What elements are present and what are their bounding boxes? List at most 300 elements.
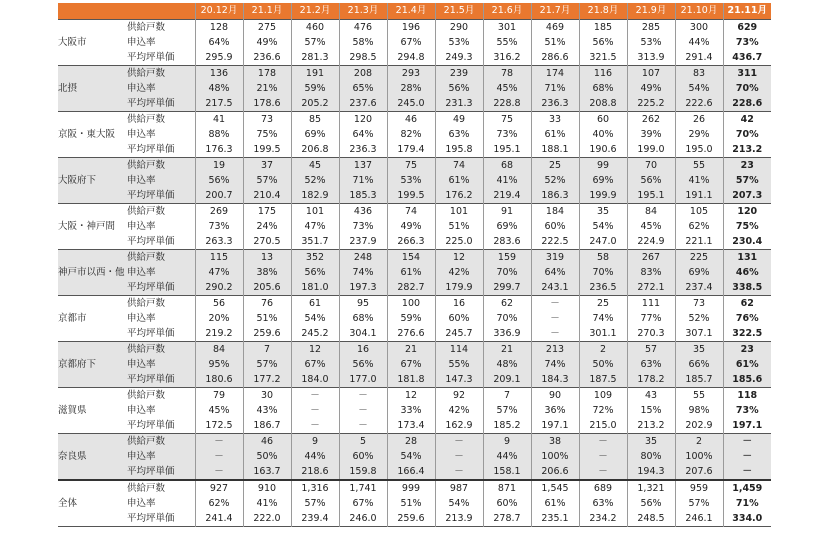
metric-label: 申込率 bbox=[127, 265, 195, 280]
value-cell: 272.1 bbox=[627, 280, 675, 296]
value-cell: 74 bbox=[435, 158, 483, 174]
value-cell: 61% bbox=[723, 357, 771, 372]
header-month-cell: 21.6月 bbox=[483, 3, 531, 20]
value-cell: 321.5 bbox=[579, 50, 627, 66]
value-cell: 56% bbox=[195, 173, 243, 188]
value-cell: 184.3 bbox=[531, 372, 579, 388]
value-cell: 75 bbox=[483, 112, 531, 128]
value-cell: 237.4 bbox=[675, 280, 723, 296]
table-row bbox=[58, 480, 771, 496]
value-cell: 33 bbox=[531, 112, 579, 128]
value-cell: 61% bbox=[387, 265, 435, 280]
value-cell: 267 bbox=[627, 250, 675, 266]
value-cell: 182.9 bbox=[291, 188, 339, 204]
value-cell: 74% bbox=[579, 311, 627, 326]
value-cell: 57% bbox=[243, 357, 291, 372]
value-cell: 173.4 bbox=[387, 418, 435, 434]
header-month-cell: 21.5月 bbox=[435, 3, 483, 20]
value-cell: 266.3 bbox=[387, 234, 435, 250]
value-cell: 689 bbox=[579, 480, 627, 496]
value-cell: 70 bbox=[627, 158, 675, 174]
value-cell: 72% bbox=[579, 403, 627, 418]
value-cell: 236.6 bbox=[243, 50, 291, 66]
value-cell: 319 bbox=[531, 250, 579, 266]
value-cell: 334.0 bbox=[723, 511, 771, 527]
value-cell: 69% bbox=[291, 127, 339, 142]
value-cell: 178.2 bbox=[627, 372, 675, 388]
value-cell: 12 bbox=[291, 342, 339, 358]
value-cell: 56% bbox=[435, 81, 483, 96]
metric-label: 申込率 bbox=[127, 449, 195, 464]
value-cell: 63% bbox=[435, 127, 483, 142]
value-cell: 69% bbox=[579, 173, 627, 188]
value-cell: 44% bbox=[675, 35, 723, 50]
value-cell: 1,459 bbox=[723, 480, 771, 496]
table-row bbox=[58, 219, 771, 234]
value-cell: 45% bbox=[627, 219, 675, 234]
region-group bbox=[58, 434, 771, 481]
metric-label: 申込率 bbox=[127, 311, 195, 326]
region-group bbox=[58, 296, 771, 342]
value-cell: 290 bbox=[435, 20, 483, 36]
metric-label: 供給戸数 bbox=[127, 20, 195, 36]
value-cell: 101 bbox=[435, 204, 483, 220]
region-group bbox=[58, 342, 771, 388]
table-row bbox=[58, 112, 771, 128]
value-cell: 120 bbox=[723, 204, 771, 220]
value-cell: 55 bbox=[675, 158, 723, 174]
value-cell: 959 bbox=[675, 480, 723, 496]
value-cell: 205.6 bbox=[243, 280, 291, 296]
value-cell: 45 bbox=[291, 158, 339, 174]
value-cell: 109 bbox=[579, 388, 627, 404]
value-cell: 100% bbox=[531, 449, 579, 464]
metric-label: 供給戸数 bbox=[127, 112, 195, 128]
value-cell: － bbox=[195, 434, 243, 450]
region-name: 京都市 bbox=[58, 296, 127, 342]
value-cell: 195.8 bbox=[435, 142, 483, 158]
header-row bbox=[58, 3, 771, 20]
value-cell: 64% bbox=[195, 35, 243, 50]
value-cell: 225 bbox=[675, 250, 723, 266]
metric-label: 申込率 bbox=[127, 81, 195, 96]
value-cell: 59% bbox=[291, 81, 339, 96]
value-cell: 299.7 bbox=[483, 280, 531, 296]
value-cell: 16 bbox=[435, 296, 483, 312]
value-cell: 57% bbox=[483, 403, 531, 418]
value-cell: 236.3 bbox=[339, 142, 387, 158]
value-cell: 56% bbox=[339, 357, 387, 372]
value-cell: 48% bbox=[195, 81, 243, 96]
table-row bbox=[58, 311, 771, 326]
value-cell: 199.5 bbox=[387, 188, 435, 204]
value-cell: 76 bbox=[243, 296, 291, 312]
value-cell: 75 bbox=[387, 158, 435, 174]
value-cell: 50% bbox=[243, 449, 291, 464]
value-cell: 73% bbox=[339, 219, 387, 234]
value-cell: 629 bbox=[723, 20, 771, 36]
value-cell: 215.0 bbox=[579, 418, 627, 434]
value-cell: 58% bbox=[339, 35, 387, 50]
value-cell: 910 bbox=[243, 480, 291, 496]
value-cell: 54% bbox=[387, 449, 435, 464]
value-cell: 79 bbox=[195, 388, 243, 404]
value-cell: 71% bbox=[723, 496, 771, 511]
value-cell: 336.9 bbox=[483, 326, 531, 342]
value-cell: 26 bbox=[675, 112, 723, 128]
value-cell: 45% bbox=[195, 403, 243, 418]
value-cell: 197.1 bbox=[723, 418, 771, 434]
metric-label: 供給戸数 bbox=[127, 480, 195, 496]
value-cell: 235.1 bbox=[531, 511, 579, 527]
value-cell: 436.7 bbox=[723, 50, 771, 66]
value-cell: 166.4 bbox=[387, 464, 435, 480]
value-cell: 21% bbox=[243, 81, 291, 96]
value-cell: 245.2 bbox=[291, 326, 339, 342]
value-cell: 180.6 bbox=[195, 372, 243, 388]
table-row bbox=[58, 511, 771, 527]
header-month-cell: 21.4月 bbox=[387, 3, 435, 20]
value-cell: 469 bbox=[531, 20, 579, 36]
value-cell: 37 bbox=[243, 158, 291, 174]
value-cell: 294.8 bbox=[387, 50, 435, 66]
table-row bbox=[58, 449, 771, 464]
value-cell: 35 bbox=[579, 204, 627, 220]
value-cell: 63% bbox=[579, 496, 627, 511]
value-cell: － bbox=[435, 434, 483, 450]
value-cell: 194.3 bbox=[627, 464, 675, 480]
value-cell: 313.9 bbox=[627, 50, 675, 66]
value-cell: 56% bbox=[579, 35, 627, 50]
metric-label: 供給戸数 bbox=[127, 66, 195, 82]
value-cell: 195.0 bbox=[675, 142, 723, 158]
value-cell: 351.7 bbox=[291, 234, 339, 250]
region-group bbox=[58, 112, 771, 158]
value-cell: 186.3 bbox=[531, 188, 579, 204]
value-cell: 179.4 bbox=[387, 142, 435, 158]
value-cell: 199.5 bbox=[243, 142, 291, 158]
value-cell: 281.3 bbox=[291, 50, 339, 66]
header-month-cell: 21.9月 bbox=[627, 3, 675, 20]
value-cell: － bbox=[723, 449, 771, 464]
value-cell: 246.1 bbox=[675, 511, 723, 527]
header-month-cell: 21.8月 bbox=[579, 3, 627, 20]
value-cell: 237.6 bbox=[339, 96, 387, 112]
value-cell: 61% bbox=[435, 173, 483, 188]
value-cell: 62 bbox=[723, 296, 771, 312]
value-cell: 987 bbox=[435, 480, 483, 496]
value-cell: － bbox=[723, 464, 771, 480]
region-name: 神戸市以西・他 bbox=[58, 250, 127, 296]
value-cell: 263.3 bbox=[195, 234, 243, 250]
value-cell: 12 bbox=[435, 250, 483, 266]
value-cell: － bbox=[339, 403, 387, 418]
value-cell: 239.4 bbox=[291, 511, 339, 527]
value-cell: 243.1 bbox=[531, 280, 579, 296]
value-cell: 239 bbox=[435, 66, 483, 82]
table-row bbox=[58, 50, 771, 66]
value-cell: 128 bbox=[195, 20, 243, 36]
region-name: 大阪・神戸間 bbox=[58, 204, 127, 250]
value-cell: 5 bbox=[339, 434, 387, 450]
value-cell: 42% bbox=[435, 265, 483, 280]
header-metric-cell bbox=[127, 3, 195, 20]
value-cell: 301.1 bbox=[579, 326, 627, 342]
value-cell: 184.0 bbox=[291, 372, 339, 388]
table-row bbox=[58, 188, 771, 204]
value-cell: 213 bbox=[531, 342, 579, 358]
value-cell: 118 bbox=[723, 388, 771, 404]
value-cell: － bbox=[339, 388, 387, 404]
value-cell: 45% bbox=[483, 81, 531, 96]
value-cell: 1,741 bbox=[339, 480, 387, 496]
value-cell: 213.9 bbox=[435, 511, 483, 527]
table-row bbox=[58, 234, 771, 250]
value-cell: 51% bbox=[243, 311, 291, 326]
region-group bbox=[58, 250, 771, 296]
value-cell: 51% bbox=[387, 496, 435, 511]
table-row bbox=[58, 96, 771, 112]
metric-label: 平均坪単価 bbox=[127, 96, 195, 112]
value-cell: 91 bbox=[483, 204, 531, 220]
value-cell: 172.5 bbox=[195, 418, 243, 434]
value-cell: － bbox=[435, 449, 483, 464]
value-cell: 163.7 bbox=[243, 464, 291, 480]
value-cell: 9 bbox=[291, 434, 339, 450]
value-cell: 230.4 bbox=[723, 234, 771, 250]
value-cell: 84 bbox=[195, 342, 243, 358]
value-cell: 67% bbox=[291, 357, 339, 372]
value-cell: 7 bbox=[483, 388, 531, 404]
value-cell: 217.5 bbox=[195, 96, 243, 112]
region-group bbox=[58, 20, 771, 66]
table-row bbox=[58, 81, 771, 96]
value-cell: 54% bbox=[579, 219, 627, 234]
value-cell: 190.6 bbox=[579, 142, 627, 158]
metric-label: 申込率 bbox=[127, 403, 195, 418]
value-cell: 209.1 bbox=[483, 372, 531, 388]
value-cell: 49% bbox=[243, 35, 291, 50]
table-row bbox=[58, 173, 771, 188]
value-cell: 65% bbox=[339, 81, 387, 96]
value-cell: 47% bbox=[291, 219, 339, 234]
value-cell: 196 bbox=[387, 20, 435, 36]
region-group bbox=[58, 158, 771, 204]
value-cell: 29% bbox=[675, 127, 723, 142]
value-cell: 162.9 bbox=[435, 418, 483, 434]
value-cell: － bbox=[723, 434, 771, 450]
value-cell: 208.8 bbox=[579, 96, 627, 112]
value-cell: 185.3 bbox=[339, 188, 387, 204]
value-cell: 60% bbox=[339, 449, 387, 464]
value-cell: 23 bbox=[723, 158, 771, 174]
value-cell: 74 bbox=[387, 204, 435, 220]
value-cell: 100% bbox=[675, 449, 723, 464]
value-cell: 2 bbox=[675, 434, 723, 450]
value-cell: 38 bbox=[531, 434, 579, 450]
value-cell: 311 bbox=[723, 66, 771, 82]
value-cell: 46 bbox=[243, 434, 291, 450]
table-row bbox=[58, 388, 771, 404]
value-cell: 21 bbox=[483, 342, 531, 358]
value-cell: 84 bbox=[627, 204, 675, 220]
value-cell: 67% bbox=[387, 357, 435, 372]
value-cell: 78 bbox=[483, 66, 531, 82]
value-cell: － bbox=[579, 464, 627, 480]
value-cell: 195.1 bbox=[483, 142, 531, 158]
value-cell: 61% bbox=[531, 496, 579, 511]
value-cell: 179.9 bbox=[435, 280, 483, 296]
table-header bbox=[58, 3, 771, 20]
header-month-cell: 20.12月 bbox=[195, 3, 243, 20]
value-cell: 70% bbox=[579, 265, 627, 280]
value-cell: 44% bbox=[291, 449, 339, 464]
metric-label: 平均坪単価 bbox=[127, 418, 195, 434]
value-cell: 352 bbox=[291, 250, 339, 266]
value-cell: 1,316 bbox=[291, 480, 339, 496]
value-cell: 210.4 bbox=[243, 188, 291, 204]
value-cell: 115 bbox=[195, 250, 243, 266]
value-cell: 202.9 bbox=[675, 418, 723, 434]
value-cell: 298.5 bbox=[339, 50, 387, 66]
value-cell: 218.6 bbox=[291, 464, 339, 480]
value-cell: 158.1 bbox=[483, 464, 531, 480]
value-cell: 52% bbox=[291, 173, 339, 188]
value-cell: 83 bbox=[675, 66, 723, 82]
value-cell: 237.9 bbox=[339, 234, 387, 250]
value-cell: 60% bbox=[435, 311, 483, 326]
value-cell: 213.2 bbox=[723, 142, 771, 158]
value-cell: 304.1 bbox=[339, 326, 387, 342]
value-cell: 41% bbox=[243, 496, 291, 511]
value-cell: 245.0 bbox=[387, 96, 435, 112]
value-cell: 221.1 bbox=[675, 234, 723, 250]
value-cell: 60% bbox=[531, 219, 579, 234]
value-cell: 16 bbox=[339, 342, 387, 358]
value-cell: 64% bbox=[339, 127, 387, 142]
value-cell: 74% bbox=[531, 357, 579, 372]
value-cell: 42% bbox=[435, 403, 483, 418]
value-cell: 286.6 bbox=[531, 50, 579, 66]
value-cell: 270.3 bbox=[627, 326, 675, 342]
value-cell: 50% bbox=[579, 357, 627, 372]
value-cell: 131 bbox=[723, 250, 771, 266]
value-cell: 61 bbox=[291, 296, 339, 312]
value-cell: 57 bbox=[627, 342, 675, 358]
value-cell: 83% bbox=[627, 265, 675, 280]
value-cell: 98% bbox=[675, 403, 723, 418]
value-cell: 176.2 bbox=[435, 188, 483, 204]
value-cell: 23 bbox=[723, 342, 771, 358]
metric-label: 平均坪単価 bbox=[127, 372, 195, 388]
value-cell: 224.9 bbox=[627, 234, 675, 250]
value-cell: 53% bbox=[627, 35, 675, 50]
value-cell: － bbox=[291, 403, 339, 418]
value-cell: 184 bbox=[531, 204, 579, 220]
value-cell: 147.3 bbox=[435, 372, 483, 388]
value-cell: 57% bbox=[243, 173, 291, 188]
value-cell: 57% bbox=[675, 496, 723, 511]
value-cell: 13 bbox=[243, 250, 291, 266]
table-row bbox=[58, 35, 771, 50]
value-cell: 62% bbox=[675, 219, 723, 234]
value-cell: 56% bbox=[627, 173, 675, 188]
value-cell: 116 bbox=[579, 66, 627, 82]
value-cell: 85 bbox=[291, 112, 339, 128]
value-cell: 49 bbox=[435, 112, 483, 128]
value-cell: 68% bbox=[339, 311, 387, 326]
value-cell: 248.5 bbox=[627, 511, 675, 527]
metric-label: 供給戸数 bbox=[127, 250, 195, 266]
value-cell: 476 bbox=[339, 20, 387, 36]
value-cell: 185 bbox=[579, 20, 627, 36]
region-name: 奈良県 bbox=[58, 434, 127, 481]
table-row bbox=[58, 464, 771, 480]
value-cell: 46% bbox=[723, 265, 771, 280]
metric-label: 申込率 bbox=[127, 219, 195, 234]
region-name: 大阪府下 bbox=[58, 158, 127, 204]
value-cell: 51% bbox=[531, 35, 579, 50]
header-month-cell: 21.2月 bbox=[291, 3, 339, 20]
value-cell: 262 bbox=[627, 112, 675, 128]
table-row bbox=[58, 372, 771, 388]
value-cell: 207.6 bbox=[675, 464, 723, 480]
value-cell: 228.8 bbox=[483, 96, 531, 112]
value-cell: 71% bbox=[339, 173, 387, 188]
value-cell: － bbox=[435, 464, 483, 480]
value-cell: 74% bbox=[339, 265, 387, 280]
value-cell: 95% bbox=[195, 357, 243, 372]
table-row bbox=[58, 296, 771, 312]
value-cell: 199.0 bbox=[627, 142, 675, 158]
value-cell: 73 bbox=[675, 296, 723, 312]
value-cell: 53% bbox=[387, 173, 435, 188]
region-name: 京阪・東大阪 bbox=[58, 112, 127, 158]
value-cell: 276.6 bbox=[387, 326, 435, 342]
value-cell: 222.6 bbox=[675, 96, 723, 112]
value-cell: 999 bbox=[387, 480, 435, 496]
value-cell: 63% bbox=[627, 357, 675, 372]
value-cell: 28% bbox=[387, 81, 435, 96]
value-cell: 247.0 bbox=[579, 234, 627, 250]
value-cell: 200.7 bbox=[195, 188, 243, 204]
value-cell: 246.0 bbox=[339, 511, 387, 527]
value-cell: 185.7 bbox=[675, 372, 723, 388]
region-name: 京都府下 bbox=[58, 342, 127, 388]
value-cell: 101 bbox=[291, 204, 339, 220]
value-cell: 68 bbox=[483, 158, 531, 174]
metric-label: 供給戸数 bbox=[127, 434, 195, 450]
value-cell: 236.3 bbox=[531, 96, 579, 112]
value-cell: 188.1 bbox=[531, 142, 579, 158]
value-cell: 249.3 bbox=[435, 50, 483, 66]
value-cell: 12 bbox=[387, 388, 435, 404]
value-cell: 70% bbox=[483, 311, 531, 326]
value-cell: 283.6 bbox=[483, 234, 531, 250]
value-cell: 111 bbox=[627, 296, 675, 312]
value-cell: 73% bbox=[483, 127, 531, 142]
value-cell: 185.6 bbox=[723, 372, 771, 388]
value-cell: 307.1 bbox=[675, 326, 723, 342]
value-cell: 871 bbox=[483, 480, 531, 496]
value-cell: 70% bbox=[723, 81, 771, 96]
value-cell: 82% bbox=[387, 127, 435, 142]
metric-label: 供給戸数 bbox=[127, 204, 195, 220]
value-cell: 114 bbox=[435, 342, 483, 358]
value-cell: 316.2 bbox=[483, 50, 531, 66]
value-cell: 73% bbox=[723, 403, 771, 418]
region-name: 滋賀県 bbox=[58, 388, 127, 434]
